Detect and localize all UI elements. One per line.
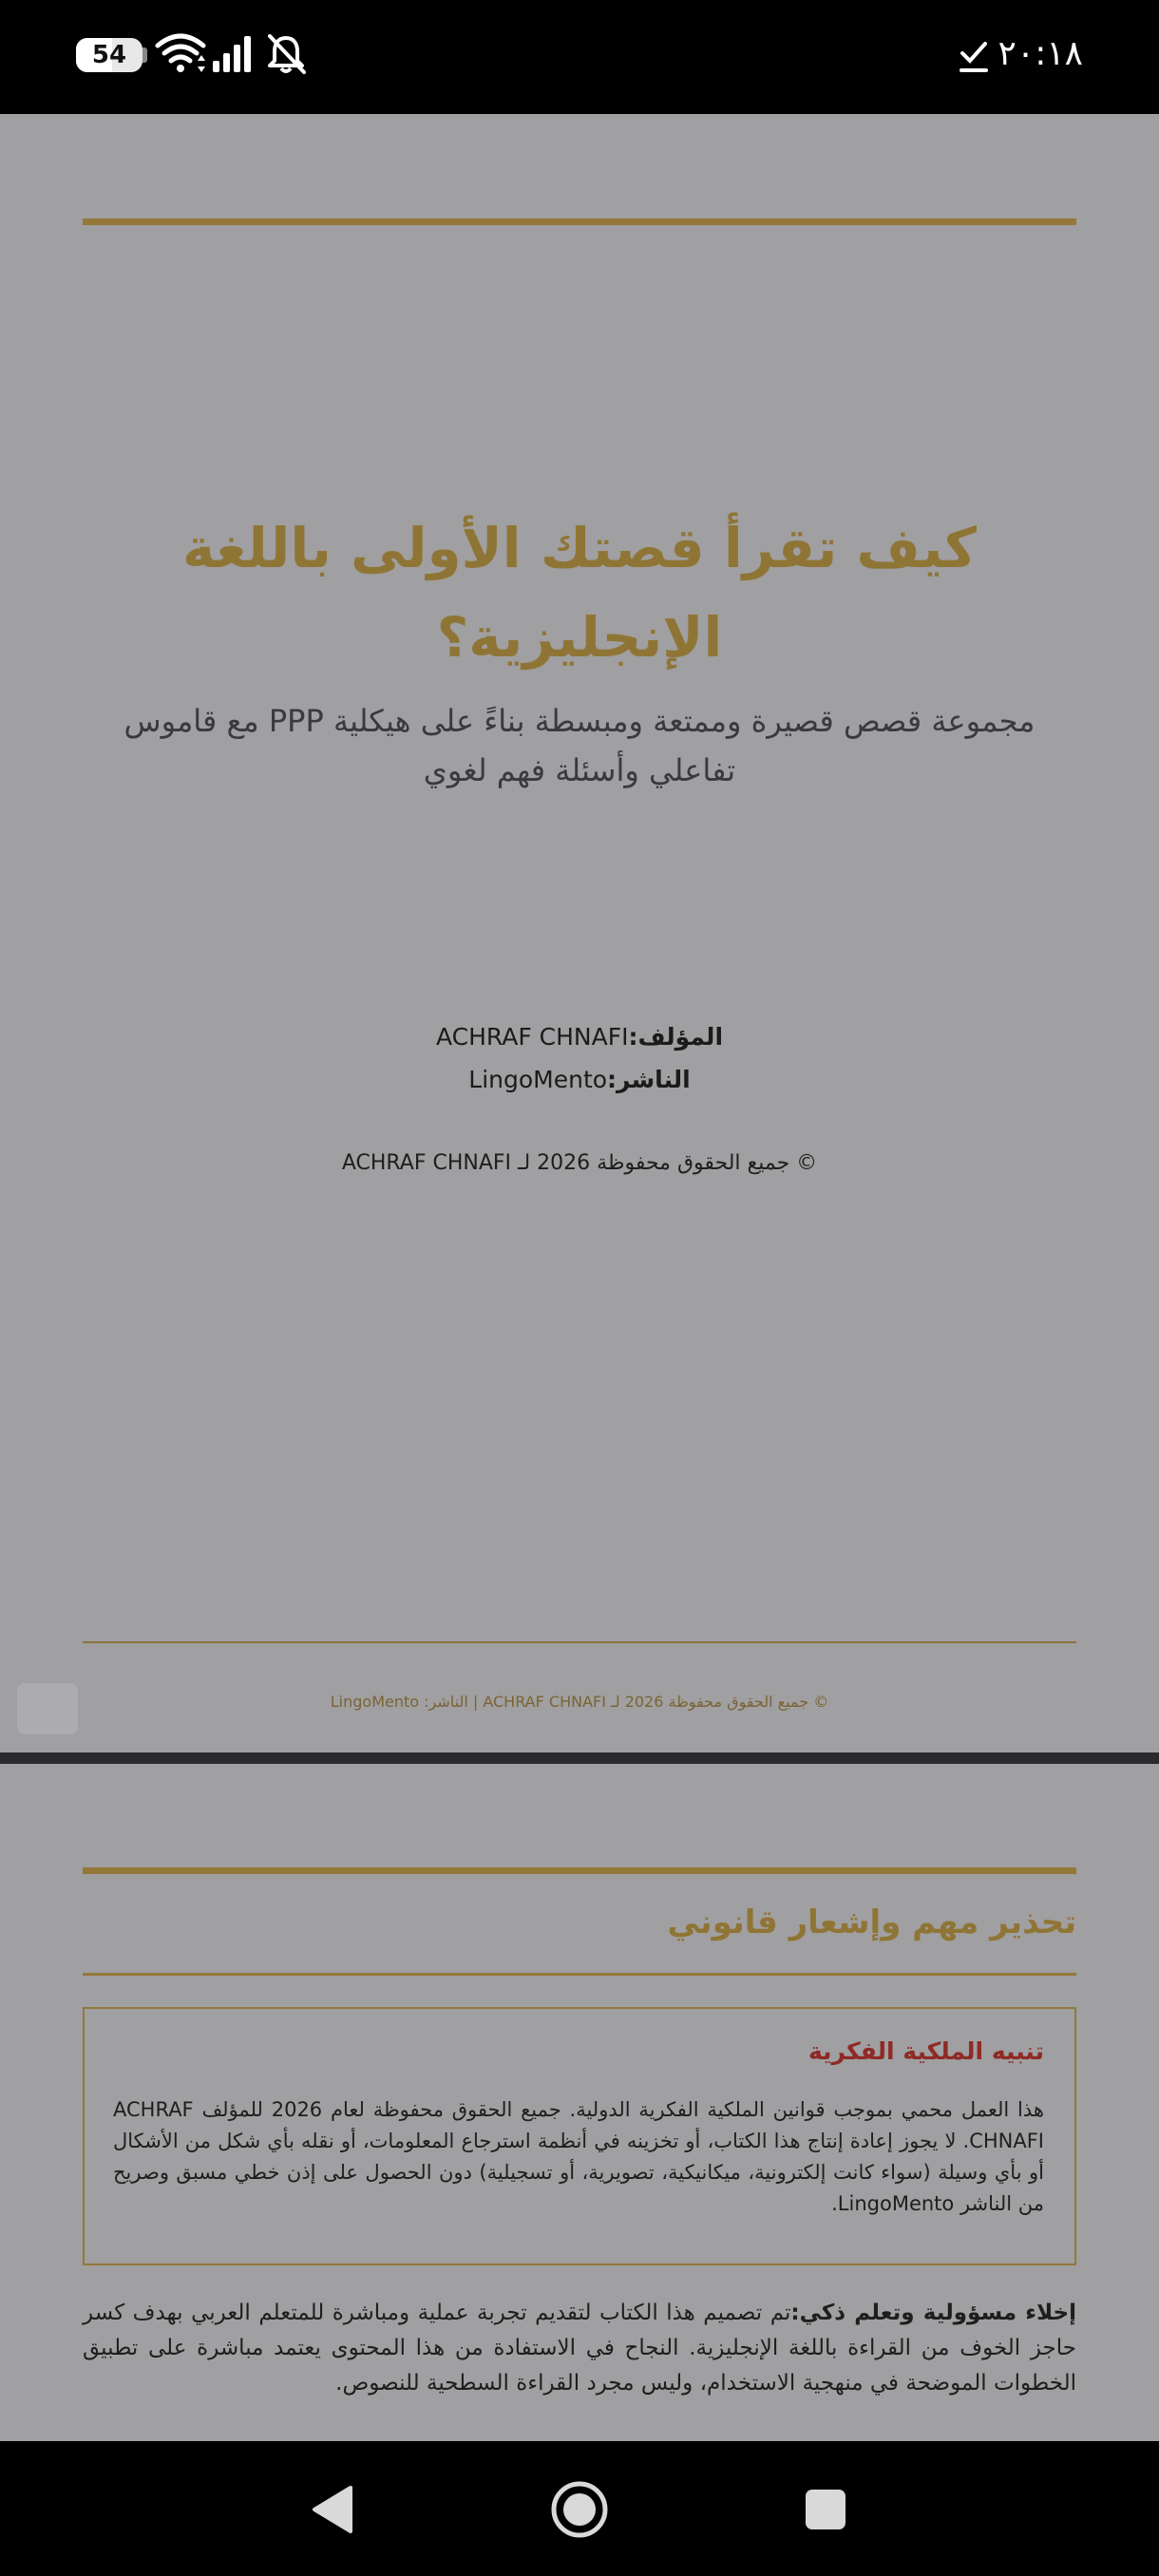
- author-name: ACHRAF CHNAFI: [435, 1023, 629, 1051]
- cover-page: [0, 114, 1159, 1752]
- publisher-line: [0, 1066, 1159, 1093]
- footer-rule: [83, 1641, 1076, 1643]
- notice-title: تنبيه الملكية الفكرية: [808, 2037, 1044, 2065]
- signal-icon: [211, 32, 255, 74]
- navigation-bar: [0, 2441, 1159, 2576]
- top-gold-rule: [83, 1867, 1076, 1874]
- disclaimer-paragraph: [83, 2296, 1076, 2401]
- recents-button[interactable]: [789, 2473, 862, 2546]
- battery-tip: [142, 47, 147, 63]
- recents-icon: [804, 2488, 847, 2531]
- battery-level: 54: [91, 41, 127, 69]
- home-button[interactable]: [543, 2473, 616, 2546]
- top-gold-rule: [83, 218, 1076, 225]
- notice-body: هذا العمل محمي بموجب قوانين الملكية الفكرية الدولية. جميع الحقوق محفوظة لعام 2026 للمؤلف ACHRAF CHNAFI. لا يجوز إعادة إنتاج هذا الكتاب، أو تخزينه في أنظمة استرجاع المعلومات، أو نقله بأي شكل من الأشكال أو بأي وسيلة (سواء كانت إلكترونية، ميكانيكية، تصويرية، أو تسجيلية) دون الحصول على إذن خطي مسبق وصريح من الناشر LingoMento.: [113, 2098, 1044, 2215]
- book-title: كيف تقرأ قصتك الأولى باللغة الإنجليزية؟: [181, 516, 978, 670]
- page-separator: [0, 1752, 1159, 1764]
- battery-icon: [76, 38, 142, 72]
- ip-notice-box: [83, 2007, 1076, 2265]
- book-subtitle: مجموعة قصص قصيرة وممتعة ومبسطة بناءً على هيكلية PPP مع قاموس تفاعلي وأسئلة فهم لغوي: [124, 703, 1036, 788]
- legal-page: [0, 1764, 1159, 2441]
- author-line: [0, 1023, 1159, 1051]
- home-icon: [550, 2480, 609, 2539]
- status-bar: [0, 0, 1159, 114]
- section-heading: تحذير مهم وإشعار قانوني: [667, 1904, 1076, 1941]
- publisher-label: الناشر:: [607, 1066, 691, 1093]
- disclaimer-body: تم تصميم هذا الكتاب لتقديم تجربة عملية ومباشرة للمتعلم العربي بهدف كسر حاجز الخوف من القراءة باللغة الإنجليزية. النجاح في الاستفادة من هذا المحتوى يعتمد مباشرة على تطبيق الخطوات الموضحة في منهجية الاستخدام، وليس مجرد القراءة السطحية للنصوص.: [83, 2301, 1076, 2396]
- checkmark-icon: [960, 38, 988, 76]
- back-button[interactable]: [296, 2473, 369, 2546]
- page-footer: © جميع الحقوق محفوظة 2026 لـ ACHRAF CHNAFI | الناشر: LingoMento: [330, 1693, 829, 1711]
- status-clock: ٢٠:١٨: [998, 34, 1083, 73]
- floating-menu-button[interactable]: [17, 1683, 78, 1734]
- back-icon: [309, 2484, 356, 2535]
- book-reader[interactable]: [0, 114, 1159, 2441]
- publisher-name: LingoMento: [468, 1066, 608, 1093]
- copyright-notice: © جميع الحقوق محفوظة 2026 لـ ACHRAF CHNAFI: [341, 1151, 818, 1175]
- disclaimer-label: إخلاء مسؤولية وتعلم ذكي:: [790, 2301, 1076, 2325]
- bell-muted-icon: [264, 32, 308, 76]
- heading-underline: [83, 1973, 1076, 1976]
- author-label: المؤلف:: [628, 1023, 724, 1051]
- wifi-icon: [154, 32, 207, 74]
